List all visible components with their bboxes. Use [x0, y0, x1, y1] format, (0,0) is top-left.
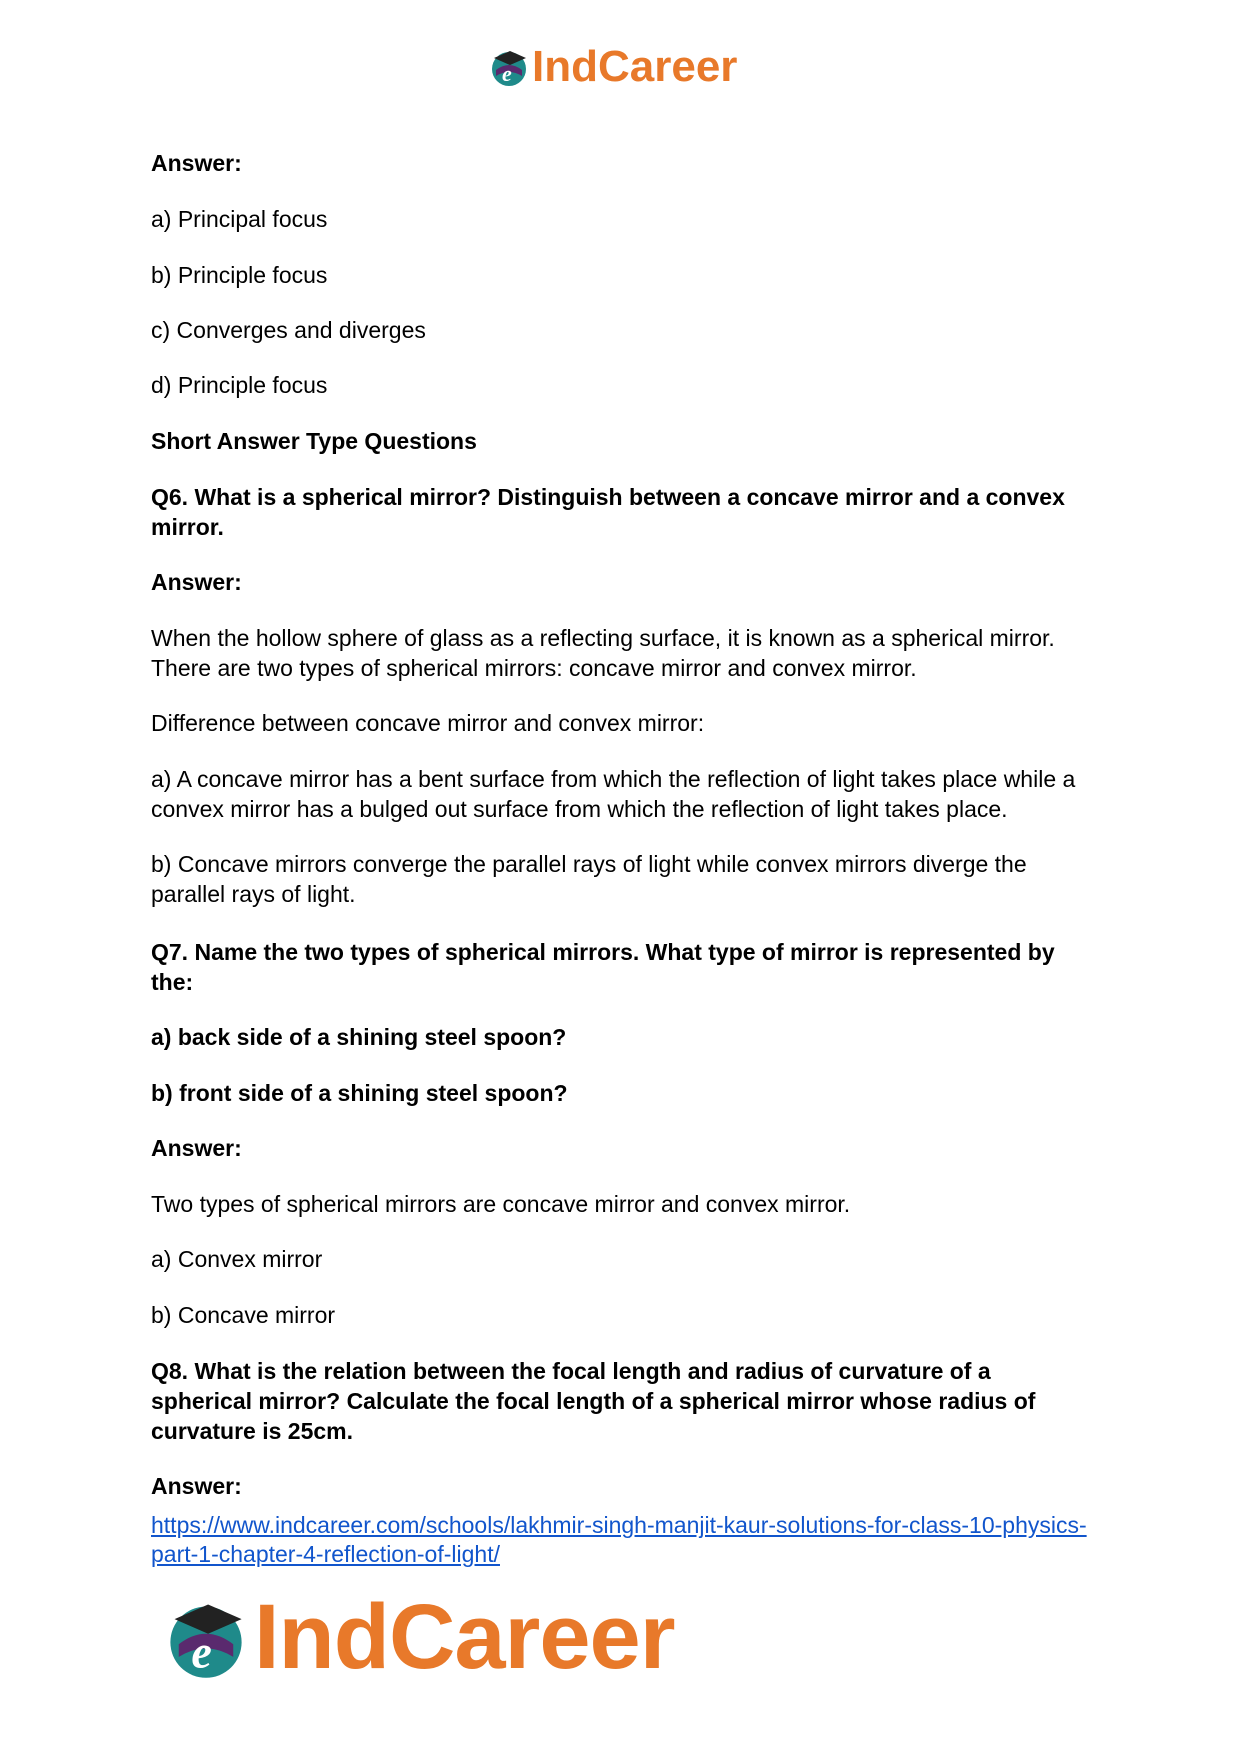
list-item: a) Convex mirror	[151, 1246, 323, 1272]
svg-text:e: e	[502, 61, 512, 86]
list-item: b) Concave mirror	[151, 1302, 336, 1328]
paragraph-line: convex mirror has a bulged out surface from which the reflection of light takes place.	[151, 796, 1008, 822]
graduation-globe-icon	[162, 1594, 250, 1682]
indcareer-logo-footer	[162, 1585, 675, 1690]
question-q8-line-1: Q8. What is the relation between the focal length and radius of curvature of a	[151, 1358, 991, 1384]
question-q7-line-1: Q7. Name the two types of spherical mirrors. What type of mirror is represented by	[151, 939, 1055, 965]
paragraph-line: parallel rays of light.	[151, 881, 356, 907]
answer-label: Answer:	[151, 150, 242, 176]
indcareer-logo-header	[488, 42, 737, 92]
graduation-globe-icon	[488, 46, 530, 88]
question-q8-line-3: curvature is 25cm.	[151, 1418, 354, 1444]
paragraph-line: Two types of spherical mirrors are concave mirror and convex mirror.	[151, 1191, 851, 1217]
answer-label: Answer:	[151, 1473, 242, 1499]
solutions-link-line-2[interactable]: part-1-chapter-4-reflection-of-light/	[151, 1541, 500, 1567]
solutions-link-line-1[interactable]: https://www.indcareer.com/schools/lakhmir-singh-manjit-kaur-solutions-for-class-10-physics-	[151, 1512, 1087, 1538]
question-q7-part-b: b) front side of a shining steel spoon?	[151, 1080, 568, 1106]
paragraph-line: There are two types of spherical mirrors: concave mirror and convex mirror.	[151, 655, 917, 681]
svg-text:e: e	[191, 1625, 212, 1677]
list-item: b) Principle focus	[151, 262, 328, 288]
paragraph-line: Difference between concave mirror and convex mirror:	[151, 710, 705, 736]
question-q6-line-1: Q6. What is a spherical mirror? Distinguish between a concave mirror and a convex	[151, 484, 1065, 510]
question-q8-line-2: spherical mirror? Calculate the focal length of a spherical mirror whose radius of	[151, 1388, 1036, 1414]
question-q6-line-2: mirror.	[151, 514, 224, 540]
list-item: d) Principle focus	[151, 372, 328, 398]
answer-label: Answer:	[151, 1135, 242, 1161]
logo-wordmark: IndCareer	[254, 1586, 675, 1688]
answer-label: Answer:	[151, 569, 242, 595]
section-heading: Short Answer Type Questions	[151, 428, 477, 454]
list-item: a) Principal focus	[151, 206, 328, 232]
paragraph-line: a) A concave mirror has a bent surface from which the reflection of light takes place while a	[151, 766, 1076, 792]
question-q7-part-a: a) back side of a shining steel spoon?	[151, 1024, 567, 1050]
question-q7-line-2: the:	[151, 969, 194, 995]
list-item: c) Converges and diverges	[151, 317, 426, 343]
logo-wordmark: IndCareer	[532, 42, 738, 91]
paragraph-line: When the hollow sphere of glass as a reflecting surface, it is known as a spherical mirror.	[151, 625, 1055, 651]
paragraph-line: b) Concave mirrors converge the parallel rays of light while convex mirrors diverge the	[151, 851, 1027, 877]
